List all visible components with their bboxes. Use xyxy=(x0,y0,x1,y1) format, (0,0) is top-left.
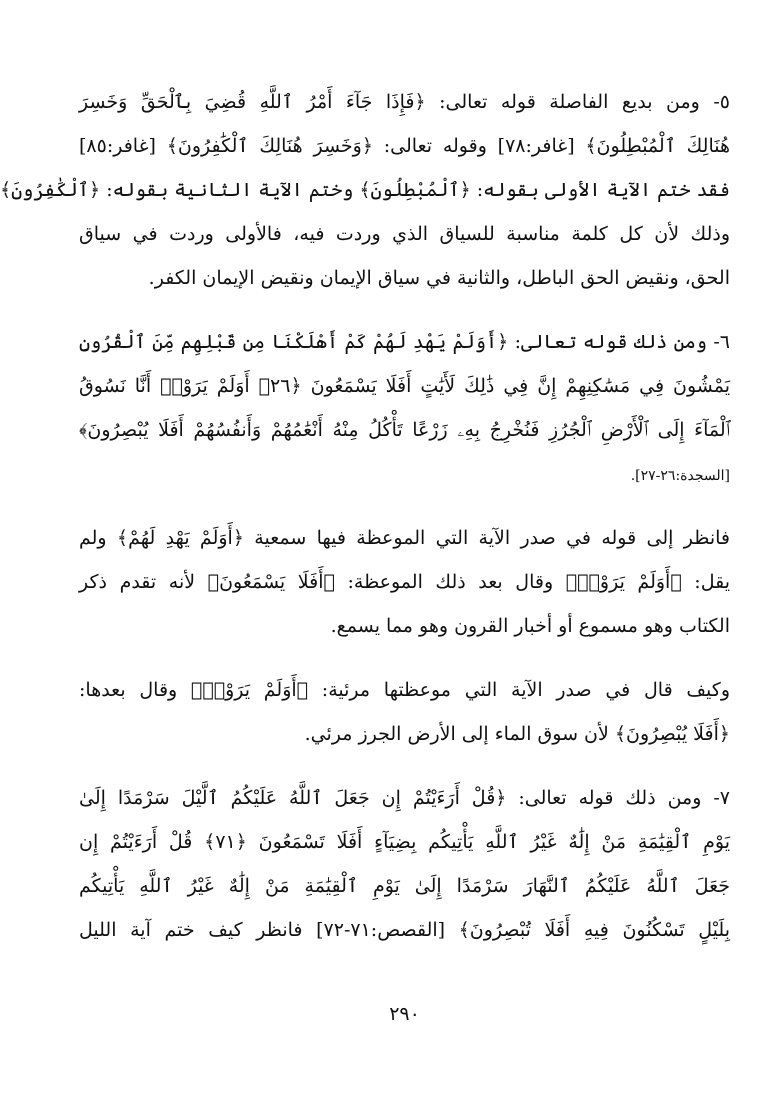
text-line: هُنَالِكَ ٱلْمُبْطِلُونَ﴾ [غافر:٧٨] وقوله تعالى: ﴿وَخَسِرَ هُنَالِكَ ٱلْكَٰفِرُونَ﴾ [غافر:٨٥] xyxy=(79,135,730,157)
surah-reference xyxy=(79,458,730,494)
text-line: فقد ختم الآية الأولى بقوله: ﴿ٱلْمُبْطِلُونَ﴾ وختم الآية الثانية بقوله: ﴿ٱلْكَٰفِرُونَ﴾ xyxy=(0,179,730,201)
text-line: ٥- ومن بديع الفاصلة قوله تعالى: ﴿فَإِذَا جَآءَ أَمْرُ ٱللَّهِ قُضِيَ بِٱلْحَقِّ وَخَسِرَ xyxy=(79,91,730,113)
text-line: يَمْشُونَ فِي مَسَٰكِنِهِمْ إِنَّ فِي ذَٰلِكَ لَأَيَٰتٍ أَفَلَا يَسْمَعُونَ ﴿٢٦﴾ أَوَلَمْ يَرَوْا۟ أَنَّا نَسُوقُ xyxy=(79,375,730,397)
text-line: ﴿أَفَلَا يُبْصِرُونَ﴾ لأن سوق الماء إلى الأرض الجرز مرئي. xyxy=(304,723,730,745)
page-number: ٢٩٠ xyxy=(389,1003,420,1025)
page-body xyxy=(0,80,730,1040)
paragraph-analysis-hearing xyxy=(79,516,730,648)
text-line: فانظر إلى قوله في صدر الآية التي الموعظة فيها سمعية ﴿أَوَلَمْ يَهْدِ لَهُمْ﴾ ولم xyxy=(79,527,730,549)
text-line: وذلك لأن كل كلمة مناسبة للسياق الذي وردت فيه، فالأولى وردت في سياق xyxy=(79,223,730,245)
text-line: جَعَلَ ٱللَّهُ عَلَيْكُمُ ٱلنَّهَارَ سَرْمَدًا إِلَىٰ يَوْمِ ٱلْقِيَٰمَةِ مَنْ إِلَٰهٌ غَيْرُ ٱللَّهِ يَأْتِيكُم xyxy=(79,875,730,897)
text-line: ٦- ومن ذلك قوله تعالى: ﴿أَوَلَمْ يَهْدِ لَهُمْ كَمْ أَهْلَكْنَا مِن قَبْلِهِم مِّنَ ٱلْقُرُونِ xyxy=(79,331,730,353)
reference-line: [السجدة:٢٦-٢٧]. xyxy=(630,468,730,484)
paragraph-example-5 xyxy=(0,80,730,300)
paragraph-example-6 xyxy=(79,320,730,452)
text-line: الكتاب وهو مسموع أو أخبار القرون وهو مما يسمع. xyxy=(330,615,730,637)
text-line: الحق، ونقيض الحق الباطل، والثانية في سياق الإيمان ونقيض الإيمان الكفر. xyxy=(148,267,730,289)
paragraph-example-7 xyxy=(79,776,730,952)
text-line: بِلَيْلٍ تَسْكُنُونَ فِيهِ أَفَلَا تُبْصِرُونَ﴾ [القصص:٧١-٧٢] فانظر كيف ختم آية الليل xyxy=(79,919,730,941)
text-line: وكيف قال في صدر الآية التي موعظتها مرئية: ﴿أَوَلَمْ يَرَوْا۟﴾ وقال بعدها: xyxy=(79,679,730,701)
text-line: يقل: ﴿أَوَلَمْ يَرَوْا۟﴾ وقال بعد ذلك الموعظة: ﴿أَفَلَا يَسْمَعُونَ﴾ لأنه تقدم ذكر xyxy=(79,571,730,593)
text-line: ٱلْمَآءَ إِلَى ٱلْأَرْضِ ٱلْجُرُزِ فَنُخْرِجُ بِهِۦ زَرْعًا تَأْكُلُ مِنْهُ أَنْعَٰمُهُمْ وَأَنفُسُهُمْ أَفَلَا يُبْصِرُونَ﴾ xyxy=(79,419,730,441)
text-line: يَوْمِ ٱلْقِيَٰمَةِ مَنْ إِلَٰهٌ غَيْرُ ٱللَّهِ يَأْتِيكُم بِضِيَآءٍ أَفَلَا تَسْمَعُونَ ﴿٧١﴾ قُلْ أَرَءَيْتُمْ إِن xyxy=(79,831,730,853)
paragraph-analysis-seeing xyxy=(79,668,730,756)
text-line: ٧- ومن ذلك قوله تعالى: ﴿قُلْ أَرَءَيْتُمْ إِن جَعَلَ ٱللَّهُ عَلَيْكُمُ ٱلَّيْلَ سَرْمَدًا إِلَىٰ xyxy=(79,787,730,809)
